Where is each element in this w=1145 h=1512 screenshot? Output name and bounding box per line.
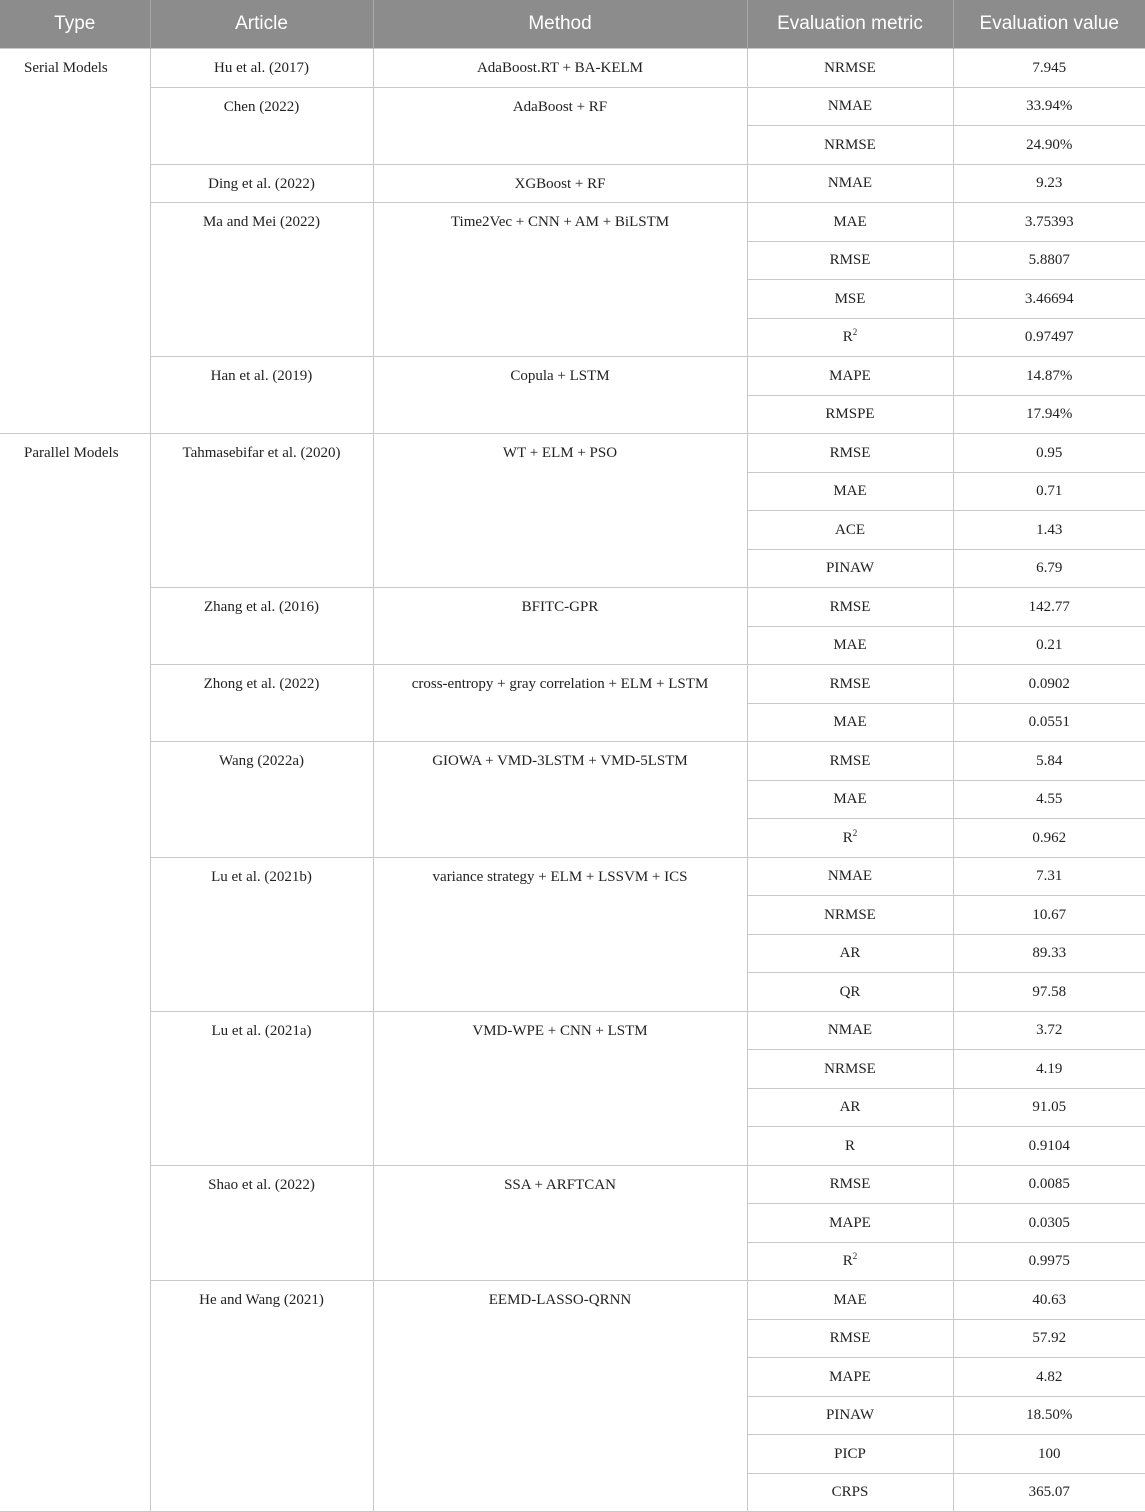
metric-name: AR (839, 945, 861, 962)
method-cell: WT + ELM + PSO (373, 434, 747, 588)
metric-cell (747, 819, 953, 858)
table-row (0, 1165, 1145, 1204)
metric-cell (747, 1319, 953, 1358)
value-cell: 0.9104 (953, 1127, 1145, 1166)
metric-cell (747, 703, 953, 742)
value-cell: 4.19 (953, 1050, 1145, 1089)
metric-name: AR (839, 1099, 861, 1116)
table-row (0, 857, 1145, 896)
metric-cell (747, 203, 953, 242)
metric-cell (747, 1127, 953, 1166)
article-cell: Zhang et al. (2016) (150, 588, 373, 665)
metric-name: NRMSE (824, 59, 876, 76)
metric-cell (747, 472, 953, 511)
value-cell: 24.90% (953, 126, 1145, 165)
value-cell: 0.0085 (953, 1165, 1145, 1204)
value-cell: 6.79 (953, 549, 1145, 588)
metric-name: MAE (833, 791, 867, 808)
value-cell: 89.33 (953, 934, 1145, 973)
metric-cell (747, 511, 953, 550)
metric-cell (747, 1281, 953, 1320)
metric-superscript: 2 (852, 1251, 858, 1262)
value-cell: 0.0902 (953, 665, 1145, 704)
metric-name: R (842, 829, 853, 846)
method-cell: Time2Vec + CNN + AM + BiLSTM (373, 203, 747, 357)
metric-name: NRMSE (824, 906, 876, 923)
table-row (0, 164, 1145, 203)
value-cell: 0.9975 (953, 1242, 1145, 1281)
header-row (0, 0, 1145, 49)
metric-cell (747, 588, 953, 627)
metric-cell (747, 357, 953, 396)
method-cell: XGBoost + RF (373, 164, 747, 203)
metric-cell (747, 1088, 953, 1127)
metric-name: MAE (833, 637, 867, 654)
value-cell: 14.87% (953, 357, 1145, 396)
type-cell: Parallel Models (0, 434, 150, 1512)
value-cell: 142.77 (953, 588, 1145, 627)
article-cell: Chen (2022) (150, 87, 373, 164)
metric-name: NRMSE (824, 1060, 876, 1077)
header-type: Type (0, 0, 150, 49)
table-row (0, 1281, 1145, 1320)
metric-name: R (844, 1137, 855, 1154)
article-cell: Han et al. (2019) (150, 357, 373, 434)
value-cell: 33.94% (953, 87, 1145, 126)
metric-cell (747, 1396, 953, 1435)
method-cell: BFITC-GPR (373, 588, 747, 665)
method-cell: variance strategy + ELM + LSSVM + ICS (373, 857, 747, 1011)
metric-cell (747, 742, 953, 781)
metric-name: QR (839, 983, 861, 1000)
article-cell: Zhong et al. (2022) (150, 665, 373, 742)
metric-name: MAE (833, 483, 867, 500)
value-cell: 0.962 (953, 819, 1145, 858)
metric-name: PINAW (826, 560, 874, 577)
method-cell: VMD-WPE + CNN + LSTM (373, 1011, 747, 1165)
article-cell: He and Wang (2021) (150, 1281, 373, 1512)
metric-name: RMSE (829, 444, 871, 461)
metric-name: MAE (833, 213, 867, 230)
method-cell: GIOWA + VMD-3LSTM + VMD-5LSTM (373, 742, 747, 858)
metric-cell (747, 973, 953, 1012)
table-row (0, 588, 1145, 627)
value-cell: 3.72 (953, 1011, 1145, 1050)
metric-name: NMAE (827, 175, 873, 192)
metric-name: RMSE (829, 752, 871, 769)
metric-name: NMAE (827, 868, 873, 885)
metric-name: ACE (835, 521, 865, 538)
table-row (0, 434, 1145, 473)
metric-name: RMSE (829, 598, 871, 615)
metric-cell (747, 1050, 953, 1089)
value-cell: 0.95 (953, 434, 1145, 473)
value-cell: 91.05 (953, 1088, 1145, 1127)
metric-superscript: 2 (852, 827, 858, 838)
header-method: Method (373, 0, 747, 49)
value-cell: 0.21 (953, 626, 1145, 665)
method-cell: Copula + LSTM (373, 357, 747, 434)
metric-cell (747, 1011, 953, 1050)
metric-name: R (842, 329, 853, 346)
table-body (0, 49, 1145, 1512)
metric-cell (747, 1358, 953, 1397)
metric-cell (747, 665, 953, 704)
metric-cell (747, 1473, 953, 1512)
metric-cell (747, 87, 953, 126)
table-row (0, 87, 1145, 126)
metric-cell (747, 1435, 953, 1474)
value-cell: 4.82 (953, 1358, 1145, 1397)
value-cell: 9.23 (953, 164, 1145, 203)
table-row (0, 665, 1145, 704)
method-cell: AdaBoost.RT + BA-KELM (373, 49, 747, 88)
metric-name: PICP (834, 1445, 866, 1462)
article-cell: Shao et al. (2022) (150, 1165, 373, 1281)
metric-cell (747, 280, 953, 319)
metric-name: R (842, 1253, 853, 1270)
value-cell: 3.46694 (953, 280, 1145, 319)
metric-name: RMSE (829, 1330, 871, 1347)
value-cell: 10.67 (953, 896, 1145, 935)
value-cell: 100 (953, 1435, 1145, 1474)
article-cell: Lu et al. (2021b) (150, 857, 373, 1011)
table-row (0, 1011, 1145, 1050)
article-cell: Hu et al. (2017) (150, 49, 373, 88)
metric-name: MAPE (829, 1368, 871, 1385)
value-cell: 7.31 (953, 857, 1145, 896)
metric-cell (747, 164, 953, 203)
metric-cell (747, 318, 953, 357)
value-cell: 57.92 (953, 1319, 1145, 1358)
metric-name: RMSE (829, 1176, 871, 1193)
value-cell: 0.97497 (953, 318, 1145, 357)
metric-cell (747, 780, 953, 819)
metric-cell (747, 896, 953, 935)
value-cell: 5.8807 (953, 241, 1145, 280)
value-cell: 0.0551 (953, 703, 1145, 742)
value-cell: 97.58 (953, 973, 1145, 1012)
metric-cell (747, 549, 953, 588)
value-cell: 365.07 (953, 1473, 1145, 1512)
metric-cell (747, 934, 953, 973)
method-cell: AdaBoost + RF (373, 87, 747, 164)
method-cell: cross-entropy + gray correlation + ELM + LSTM (373, 665, 747, 742)
value-cell: 3.75393 (953, 203, 1145, 242)
value-cell: 40.63 (953, 1281, 1145, 1320)
table-row (0, 49, 1145, 88)
article-cell: Lu et al. (2021a) (150, 1011, 373, 1165)
value-cell: 1.43 (953, 511, 1145, 550)
metric-name: MAE (833, 1291, 867, 1308)
article-cell: Wang (2022a) (150, 742, 373, 858)
metric-cell (747, 395, 953, 434)
header-evaluation-metric: Evaluation metric (747, 0, 953, 49)
metric-name: RMSE (829, 252, 871, 269)
metric-cell (747, 1242, 953, 1281)
table-row (0, 203, 1145, 242)
metric-cell (747, 857, 953, 896)
value-cell: 5.84 (953, 742, 1145, 781)
metric-name: RMSPE (825, 406, 875, 423)
metric-cell (747, 626, 953, 665)
metric-cell (747, 1204, 953, 1243)
metric-name: NMAE (827, 1022, 873, 1039)
metric-cell (747, 126, 953, 165)
type-cell: Serial Models (0, 49, 150, 434)
metric-name: CRPS (831, 1484, 869, 1501)
article-cell: Tahmasebifar et al. (2020) (150, 434, 373, 588)
header-evaluation-value: Evaluation value (953, 0, 1145, 49)
metric-name: PINAW (826, 1407, 874, 1424)
metric-name: MAPE (829, 1214, 871, 1231)
metric-name: NMAE (827, 98, 873, 115)
metric-superscript: 2 (852, 327, 858, 338)
value-cell: 4.55 (953, 780, 1145, 819)
metric-cell (747, 434, 953, 473)
metric-cell (747, 49, 953, 88)
metric-name: RMSE (829, 675, 871, 692)
metric-name: NRMSE (824, 136, 876, 153)
value-cell: 17.94% (953, 395, 1145, 434)
table-row (0, 742, 1145, 781)
value-cell: 0.0305 (953, 1204, 1145, 1243)
value-cell: 18.50% (953, 1396, 1145, 1435)
metric-cell (747, 1165, 953, 1204)
metric-cell (747, 241, 953, 280)
metric-name: MSE (834, 290, 866, 307)
method-cell: EEMD-LASSO-QRNN (373, 1281, 747, 1512)
value-cell: 7.945 (953, 49, 1145, 88)
header-article: Article (150, 0, 373, 49)
article-cell: Ding et al. (2022) (150, 164, 373, 203)
value-cell: 0.71 (953, 472, 1145, 511)
article-cell: Ma and Mei (2022) (150, 203, 373, 357)
method-cell: SSA + ARFTCAN (373, 1165, 747, 1281)
metric-name: MAE (833, 714, 867, 731)
metric-name: MAPE (829, 367, 871, 384)
table-row (0, 357, 1145, 396)
